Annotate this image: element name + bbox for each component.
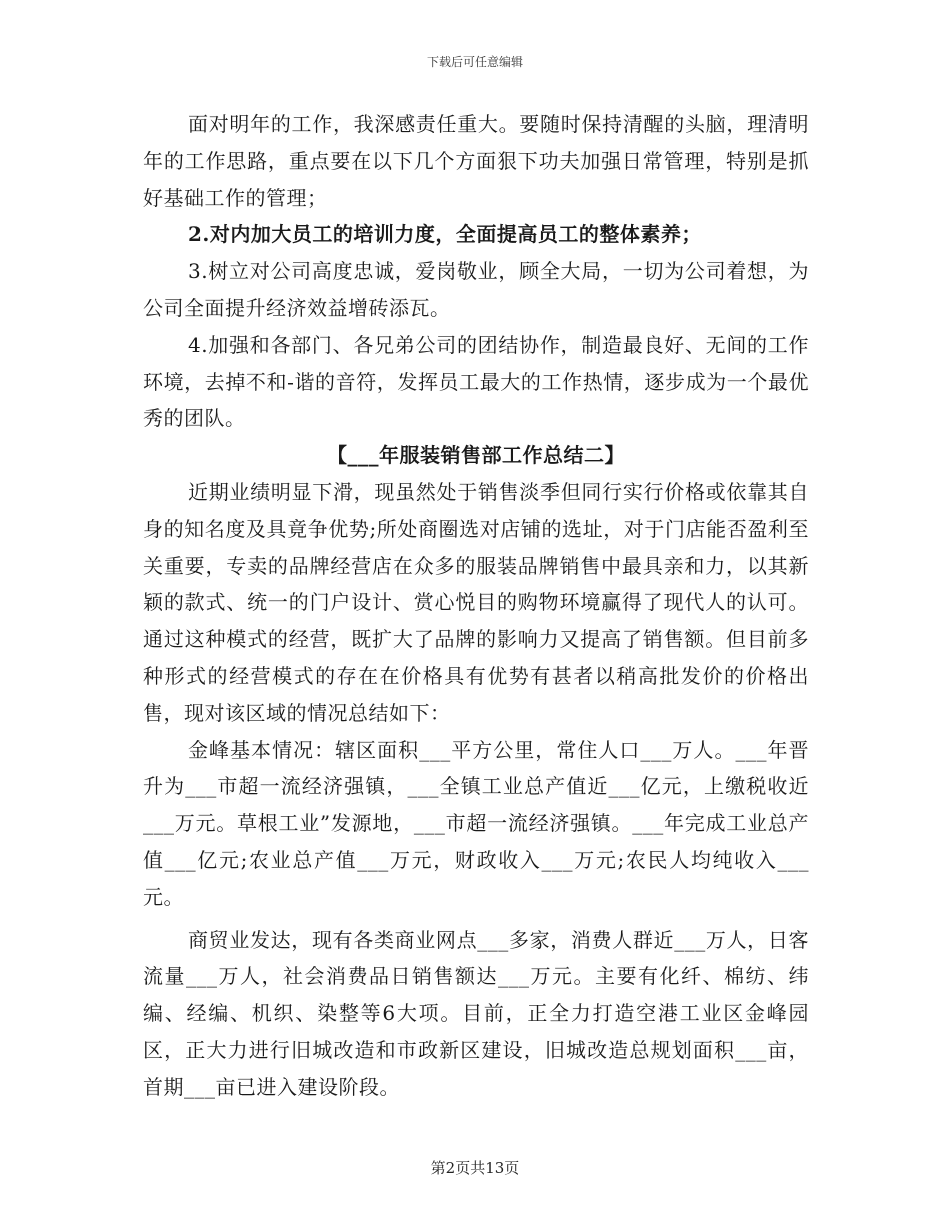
section-heading: 【___年服装销售部工作总结二】 <box>327 443 625 468</box>
page-footer: 第2页共13页 <box>430 1159 520 1177</box>
paragraph-commerce: 商贸业发达，现有各类商业网点___多家，消费人群近___万人，日客流量___万人，社会消费品日销售额达___万元。主要有化纤、棉纺、纬编、经编、机织、染整等6大项。目前，正全力打造空港工业区金峰园区，正大力进行旧城改造和市政新区建设，旧城改造总规划面积___亩，首期___亩已进入建设阶段。 <box>143 927 809 1099</box>
paragraph-intro: 面对明年的工作，我深感责任重大。要随时保持清醒的头脑，理清明年的工作思路，重点要在以下几个方面狠下功夫加强日常管理，特别是抓好基础工作的管理； <box>143 112 809 210</box>
paragraph-item-2: 2.对内加大员工的培训力度，全面提高员工的整体素养； <box>188 222 702 247</box>
page-header: 下载后可任意编辑 <box>426 55 523 69</box>
paragraph-jinfeng-basics: 金峰基本情况：辖区面积___平方公里，常住人口___万人。___年晋升为___市超一流经济强镇，___全镇工业总产值近___亿元，上缴税收近___万元。草根工业”发源地，___市超一流经济强镇。___年完成工业总产值___亿元;农业总产值___万元，财政收入___万元;农民人均纯收入___元。 <box>143 737 809 909</box>
paragraph-item-3: 3.树立对公司高度忠诚，爱岗敬业，顾全大局，一切为公司着想，为公司全面提升经济效益增砖添瓦。 <box>143 259 809 320</box>
paragraph-item-4: 4.加强和各部门、各兄弟公司的团结协作，制造最良好、无间的工作环境，去掉不和-谐的音符，发挥员工最大的工作热情，逐步成为一个最优秀的团队。 <box>143 332 809 431</box>
paragraph-sales-overview: 近期业绩明显下滑，现虽然处于销售淡季但同行实行价格或依靠其自身的知名度及具竟争优势;所处商圈选对店铺的选址，对于门店能否盈利至关重要，专卖的品牌经营店在众多的服装品牌销售中最具亲和力，以其新颖的款式、统一的门户设计、赏心悦目的购物环境赢得了现代人的认可。通过这种模式的经营，既扩大了品牌的影响力又提高了销售额。但目前多种形式的经营模式的存在在价格具有优势有甚者以稍高批发价的价格出售，现对该区域的情况总结如下： <box>143 479 809 725</box>
document-body <box>143 106 809 1106</box>
